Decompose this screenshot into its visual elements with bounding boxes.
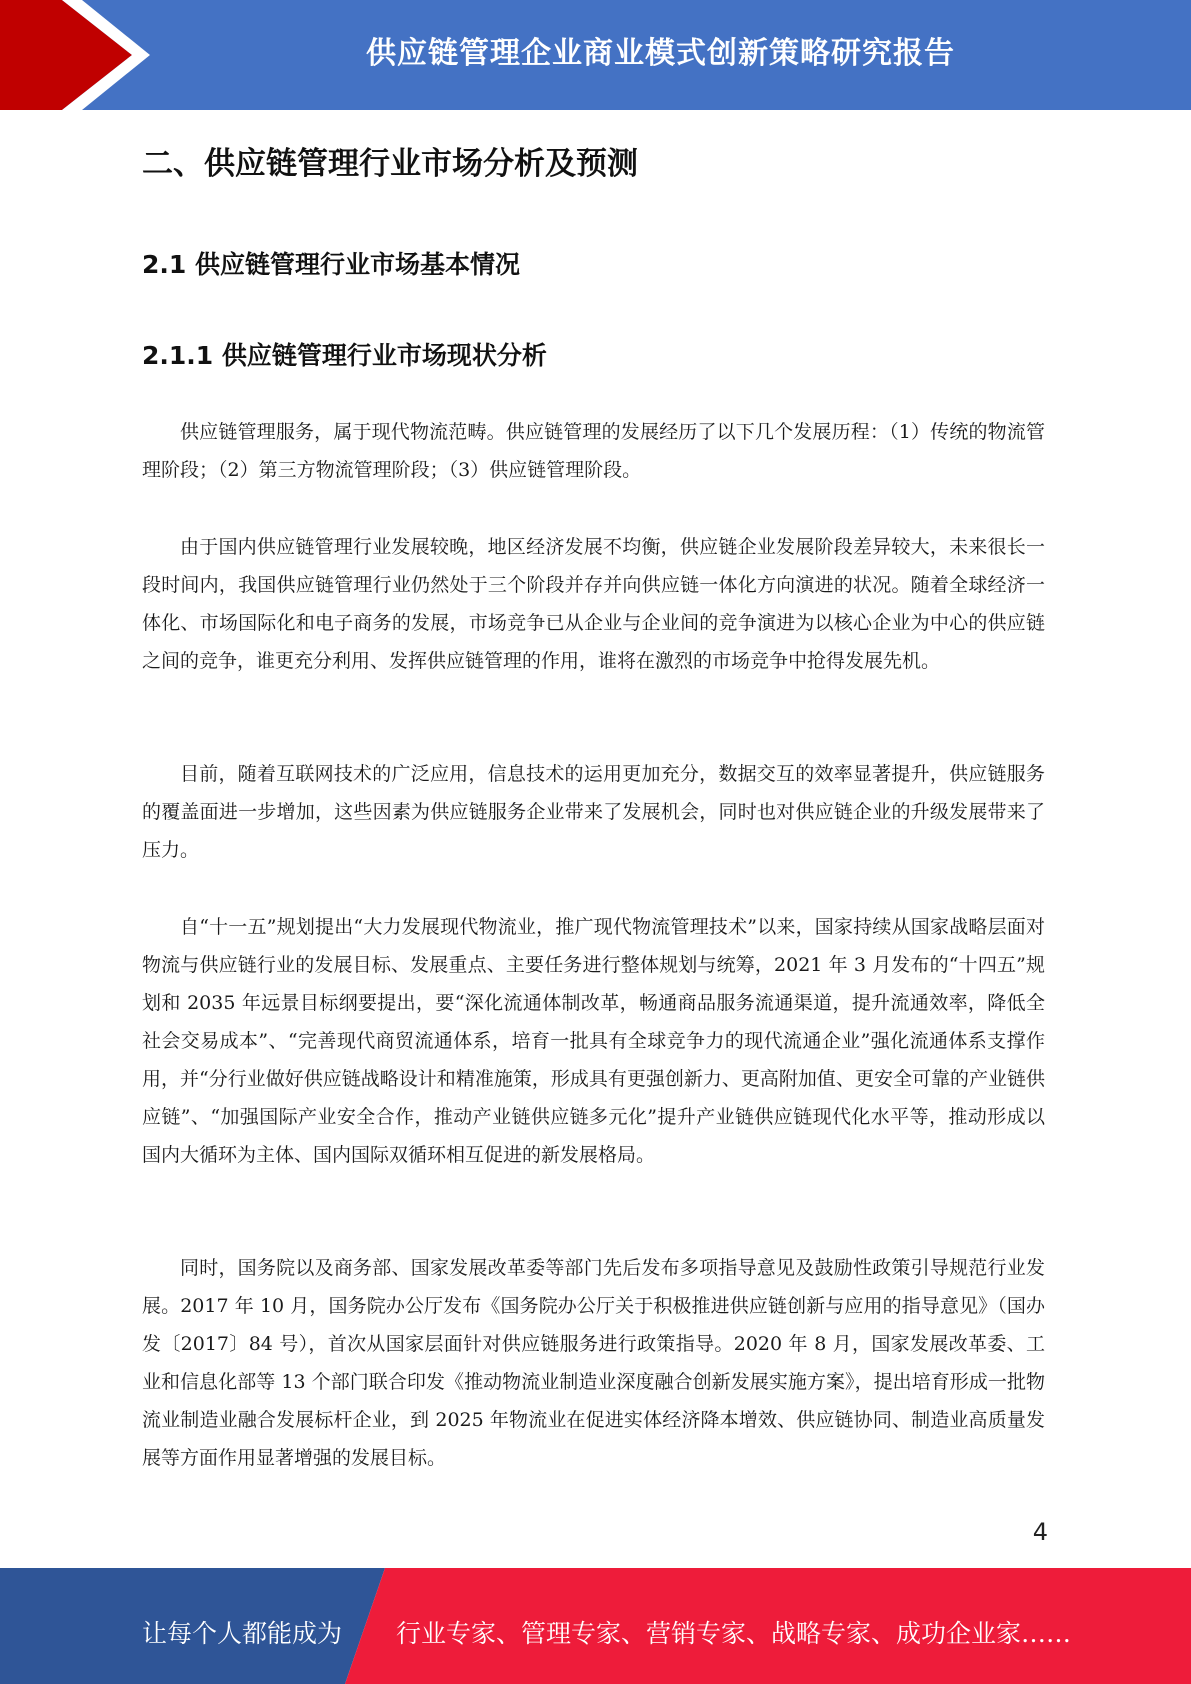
header-arrow-decoration [0, 0, 150, 110]
footer-slogan-left: 让每个人都能成为 [142, 1619, 343, 1648]
body-paragraph: 由于国内供应链管理行业发展较晚，地区经济发展不均衡，供应链企业发展阶段差异较大，未来很长一段时间内，我国供应链管理行业仍然处于三个阶段并存并向供应链一体化方向演进的状况。随着全球经济一体化、市场国际化和电子商务的发展，市场竞争已从企业与企业间的竞争演进为以核心企业为中心的供应链之间的竞争，谁更充分利用、发挥供应链管理的作用，谁将在激烈的市场竞争中抢得发展先机。 [142, 536, 1045, 672]
body-paragraph: 供应链管理服务，属于现代物流范畴。供应链管理的发展经历了以下几个发展历程：（1）传统的物流管理阶段；（2）第三方物流管理阶段；（3）供应链管理阶段。 [142, 421, 1045, 481]
page-number: 4 [1032, 1518, 1048, 1546]
footer-slogan-right: 行业专家、管理专家、营销专家、战略专家、成功企业家…… [396, 1619, 1072, 1648]
header-band [0, 0, 1191, 110]
chapter-heading: 二、供应链管理行业市场分析及预测 [142, 146, 638, 182]
report-title: 供应链管理企业商业模式创新策略研究报告 [366, 36, 955, 71]
subsection-heading: 2.1.1 供应链管理行业市场现状分析 [142, 341, 547, 370]
body-paragraph: 自“十一五”规划提出“大力发展现代物流业，推广现代物流管理技术”以来，国家持续从国家战略层面对物流与供应链行业的发展目标、发展重点、主要任务进行整体规划与统筹，2021 年 3 月发布的“十四五”规划和 2035 年远景目标纲要提出，要“深化流通体制改革，畅通商品服务流通渠道，提升流通效率，降低全社会交易成本”、“完善现代商贸流通体系，培育一批具有全球竞争力的现代流通企业”强化流通体系支撑作用，并“分行业做好供应链战略设计和精准施策，形成具有更强创新力、更高附加值、更安全可靠的产业链供应链”、“加强国际产业安全合作，推动产业链供应链多元化”提升产业链供应链现代化水平等，推动形成以国内大循环为主体、国内国际双循环相互促进的新发展格局。 [142, 916, 1045, 1166]
body-paragraph: 目前，随着互联网技术的广泛应用，信息技术的运用更加充分，数据交互的效率显著提升，供应链服务的覆盖面进一步增加，这些因素为供应链服务企业带来了发展机会，同时也对供应链企业的升级发展带来了压力。 [142, 763, 1045, 861]
section-heading: 2.1 供应链管理行业市场基本情况 [142, 250, 520, 279]
body-paragraph: 同时，国务院以及商务部、国家发展改革委等部门先后发布多项指导意见及鼓励性政策引导规范行业发展。2017 年 10 月，国务院办公厅发布《国务院办公厅关于积极推进供应链创新与应用的指导意见》（国办发〔2017〕84 号），首次从国家层面针对供应链服务进行政策指导。2020 年 8 月，国家发展改革委、工业和信息化部等 13 个部门联合印发《推动物流业制造业深度融合创新发展实施方案》，提出培育形成一批物流业制造业融合发展标杆企业，到 2025 年物流业在促进实体经济降本增效、供应链协同、制造业高质量发展等方面作用显著增强的发展目标。 [142, 1257, 1045, 1469]
